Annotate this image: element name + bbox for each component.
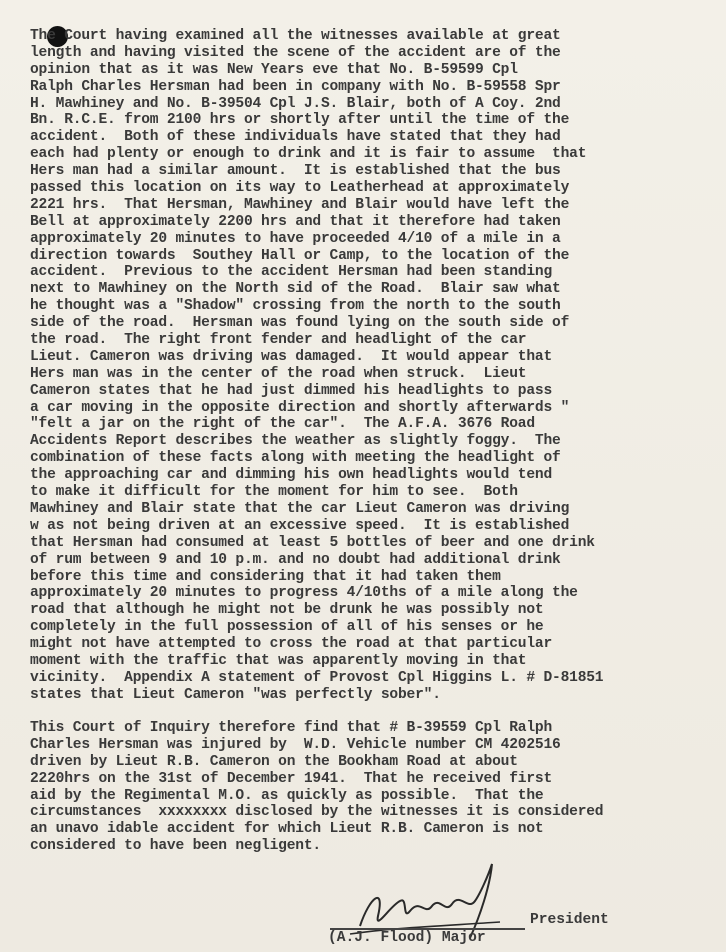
- text-line: passed this location on its way to Leatherhead at approximately: [30, 180, 570, 197]
- conclusion-paragraph: [30, 720, 720, 855]
- text-line: to make it difficult for the moment for him to see. Both: [30, 484, 518, 501]
- text-line: states that Lieut Cameron "was perfectly sober".: [30, 686, 441, 703]
- text-line: approximately 20 minutes to progress 4/10ths of a mile along the: [30, 585, 578, 602]
- findings-paragraph: [30, 28, 720, 704]
- text-line: Hers man had a similar amount. It is established that the bus: [30, 163, 561, 180]
- text-line: next to Mawhiney on the North sid of the Road. Blair saw what: [30, 281, 561, 298]
- text-line: Mawhiney and Blair state that the car Lieut Cameron was driving: [30, 500, 570, 517]
- text-line: opinion that as it was New Years eve that No. B-59599 Cpl: [30, 61, 518, 78]
- text-line: combination of these facts along with meeting the headlight of: [30, 450, 561, 467]
- text-line: 2221 hrs. That Hersman, Mawhiney and Blair would have left the: [30, 196, 570, 213]
- text-line: The Court having examined all the witnesses available at great: [30, 28, 561, 44]
- text-line: direction towards Southey Hall or Camp, to the location of the: [30, 247, 570, 264]
- text-line: Bn. R.C.E. from 2100 hrs or shortly after until the time of the: [30, 112, 570, 129]
- text-line: Accidents Report describes the weather as slightly foggy. The: [30, 433, 561, 450]
- text-line: circumstances xxxxxxxx disclosed by the witnesses it is considered: [30, 804, 604, 821]
- text-line: "felt a jar on the right of the car". The A.F.A. 3676 Road: [30, 416, 535, 433]
- text-line: aid by the Regimental M.O. as quickly as possible. That the: [30, 787, 544, 804]
- text-line: side of the road. Hersman was found lying on the south side of: [30, 315, 570, 332]
- text-line: Bell at approximately 2200 hrs and that it therefore had taken: [30, 213, 561, 230]
- text-line: Lieut. Cameron was driving was damaged. It would appear that: [30, 348, 553, 365]
- text-line: road that although he might not be drunk he was possibly not: [30, 602, 544, 619]
- text-line: that Hersman had consumed at least 5 bottles of beer and one drink: [30, 534, 595, 551]
- text-line: 2220hrs on the 31st of December 1941. That he received first: [30, 770, 553, 787]
- text-line: This Court of Inquiry therefore find that # B-39559 Cpl Ralph: [30, 720, 553, 736]
- text-line: Charles Hersman was injured by W.D. Vehicle number CM 4202516: [30, 736, 561, 753]
- text-line: the road. The right front fender and headlight of the car: [30, 332, 527, 349]
- text-line: considered to have been negligent.: [30, 838, 321, 855]
- signer-role: President: [530, 912, 609, 928]
- text-line: length and having visited the scene of the accident are of the: [30, 44, 561, 61]
- text-line: moment with the traffic that was apparently moving in that: [30, 652, 527, 669]
- signer-name: (A.J. Flood) Major: [328, 930, 486, 946]
- text-line: before this time and considering that it had taken them: [30, 568, 501, 585]
- text-line: accident. Previous to the accident Hersman had been standing: [30, 264, 553, 281]
- text-line: might not have attempted to cross the road at that particular: [30, 636, 553, 653]
- text-line: an unavo idable accident for which Lieut R.B. Cameron is not: [30, 821, 544, 838]
- text-line: approximately 20 minutes to have proceeded 4/10 of a mile in a: [30, 230, 561, 247]
- text-line: w as not being driven at an excessive speed. It is established: [30, 517, 570, 534]
- text-line: the approaching car and dimming his own headlights would tend: [30, 467, 553, 484]
- text-line: each had plenty or enough to drink and it is fair to assume that: [30, 146, 587, 163]
- text-line: he thought was a "Shadow" crossing from the north to the south: [30, 298, 561, 315]
- text-line: vicinity. Appendix A statement of Provost Cpl Higgins L. # D-81851: [30, 669, 604, 686]
- text-line: Ralph Charles Hersman had been in company with No. B-59558 Spr: [30, 78, 561, 95]
- text-line: driven by Lieut R.B. Cameron on the Bookham Road at about: [30, 753, 518, 770]
- text-line: H. Mawhiney and No. B-39504 Cpl J.S. Blair, both of A Coy. 2nd: [30, 95, 561, 112]
- text-line: of rum between 9 and 10 p.m. and no doubt had additional drink: [30, 551, 561, 568]
- text-line: accident. Both of these individuals have stated that they had: [30, 129, 561, 146]
- text-line: a car moving in the opposite direction and shortly afterwards ": [30, 399, 570, 416]
- text-line: Hers man was in the center of the road when struck. Lieut: [30, 365, 527, 382]
- text-line: Cameron states that he had just dimmed his headlights to pass: [30, 382, 553, 399]
- text-line: completely in the full possession of all of his senses or he: [30, 619, 544, 636]
